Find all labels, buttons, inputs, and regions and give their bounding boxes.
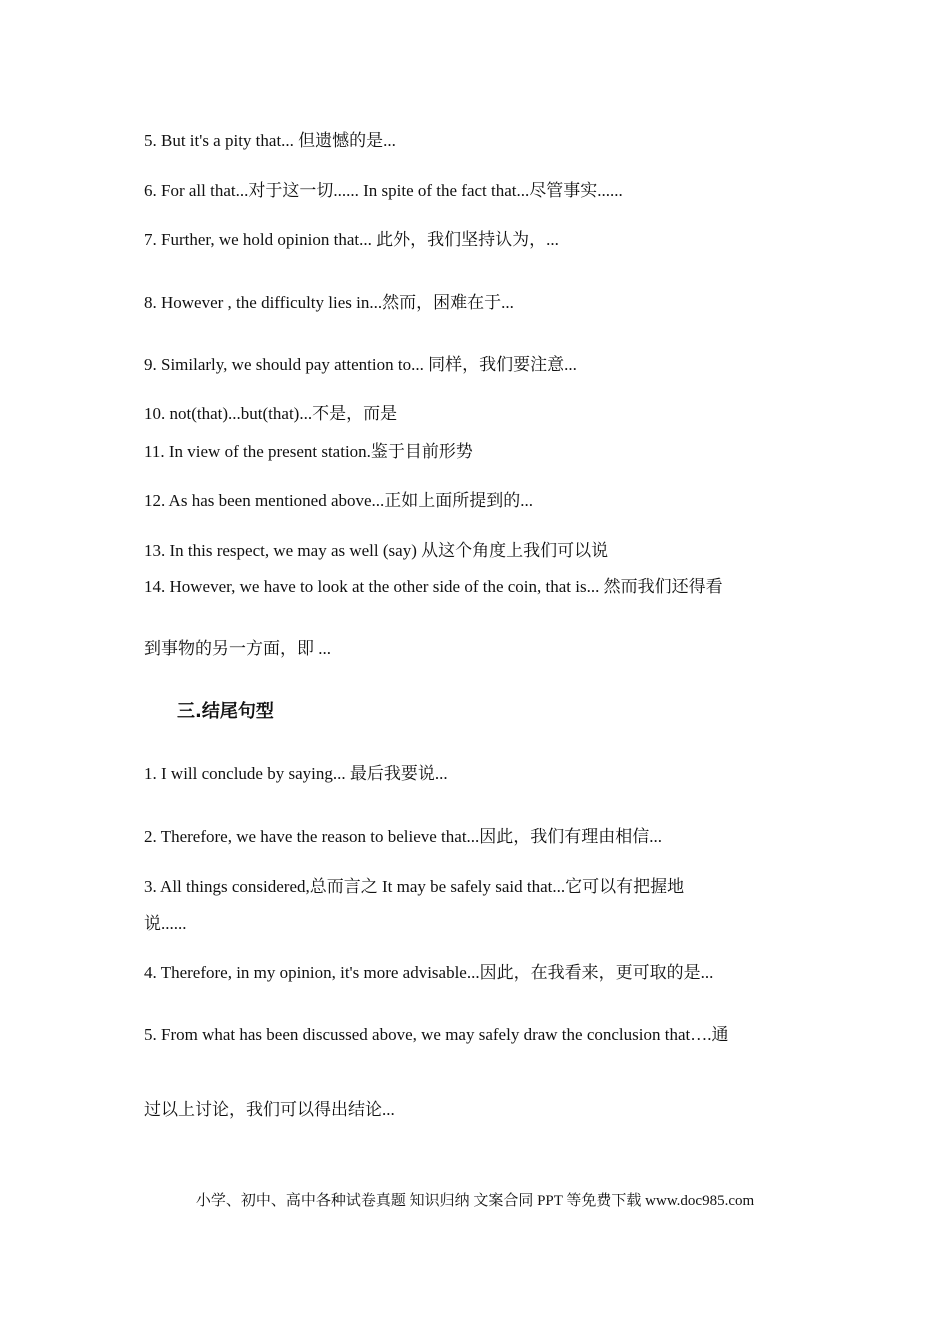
text-line: 2. Therefore, we have the reason to believe that...因此，我们有理由相信...	[144, 827, 663, 846]
text-line: 3. All things considered,总而言之 It may be safely said that...它可以有把握地	[144, 877, 685, 896]
text-line: 到事物的另一方面，即 ...	[144, 639, 331, 658]
text-line: 7. Further, we hold opinion that... 此外，我们坚持认为，...	[144, 230, 559, 249]
text-line: 4. Therefore, in my opinion, it's more advisable...因此，在我看来，更可取的是...	[144, 963, 714, 982]
text-line: 12. As has been mentioned above...正如上面所提到的...	[144, 491, 534, 510]
page-footer: 小学、初中、高中各种试卷真题 知识归纳 文案合同 PPT 等免费下载 www.doc985.com	[195, 1193, 755, 1209]
text-line: 10. not(that)...but(that)...不是，而是	[144, 404, 398, 423]
text-line: 11. In view of the present station.鉴于目前形势	[144, 442, 473, 461]
text-line: 过以上讨论，我们可以得出结论...	[144, 1100, 395, 1119]
text-line: 5. But it's a pity that... 但遗憾的是...	[144, 131, 396, 150]
section-heading: 三.结尾句型	[177, 701, 274, 722]
text-line: 8. However , the difficulty lies in...然而，困难在于...	[144, 293, 514, 312]
text-line: 6. For all that...对于这一切...... In spite of the fact that...尽管事实......	[144, 181, 623, 200]
text-line: 13. In this respect, we may as well (say) 从这个角度上我们可以说	[144, 541, 609, 560]
text-line: 9. Similarly, we should pay attention to... 同样，我们要注意...	[144, 355, 577, 374]
text-line: 5. From what has been discussed above, we may safely draw the conclusion that….通	[144, 1025, 729, 1044]
text-line: 说......	[144, 914, 187, 933]
text-line: 14. However, we have to look at the other side of the coin, that is... 然而我们还得看	[144, 577, 723, 596]
text-line: 1. I will conclude by saying... 最后我要说...	[144, 764, 448, 783]
